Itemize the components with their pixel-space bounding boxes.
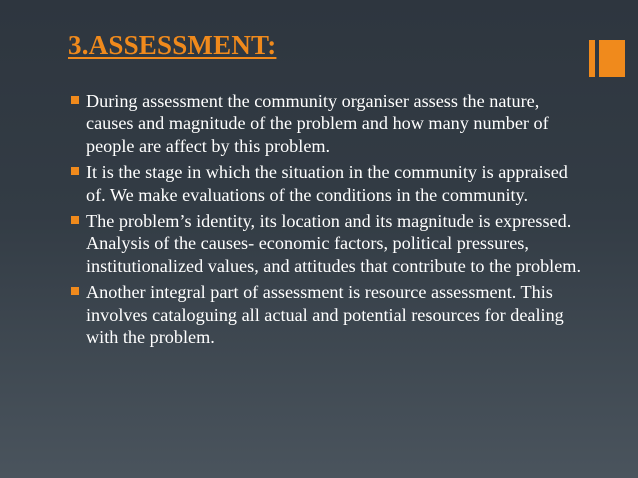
bullet-text: Another integral part of assessment is resource assessment. This involves cataloguing all actual and potential resources for dealing with the problem. — [86, 282, 564, 348]
ornament-thick-bar — [599, 40, 625, 77]
square-bullet-icon — [71, 287, 79, 295]
bullet-list — [71, 90, 581, 352]
square-bullet-icon — [71, 96, 79, 104]
bullet-text: The problem’s identity, its location and its magnitude is expressed. Analysis of the causes- economic factors, political pressures, institutionalized values, and attitudes that contribute to the problem. — [86, 211, 581, 276]
bullet-item — [71, 161, 581, 206]
square-bullet-icon — [71, 167, 79, 175]
bullet-item — [71, 281, 581, 348]
bullet-text: It is the stage in which the situation in the community is appraised of. We make evaluations of the conditions in the community. — [86, 162, 568, 205]
bullet-item — [71, 90, 581, 157]
ornament-thin-bar — [589, 40, 595, 77]
bullet-item — [71, 210, 581, 277]
square-bullet-icon — [71, 216, 79, 224]
slide-title: 3.ASSESSMENT: — [68, 30, 277, 60]
bullet-text: During assessment the community organiser assess the nature, causes and magnitude of the problem and how many number of people are affect by this problem. — [86, 91, 549, 156]
